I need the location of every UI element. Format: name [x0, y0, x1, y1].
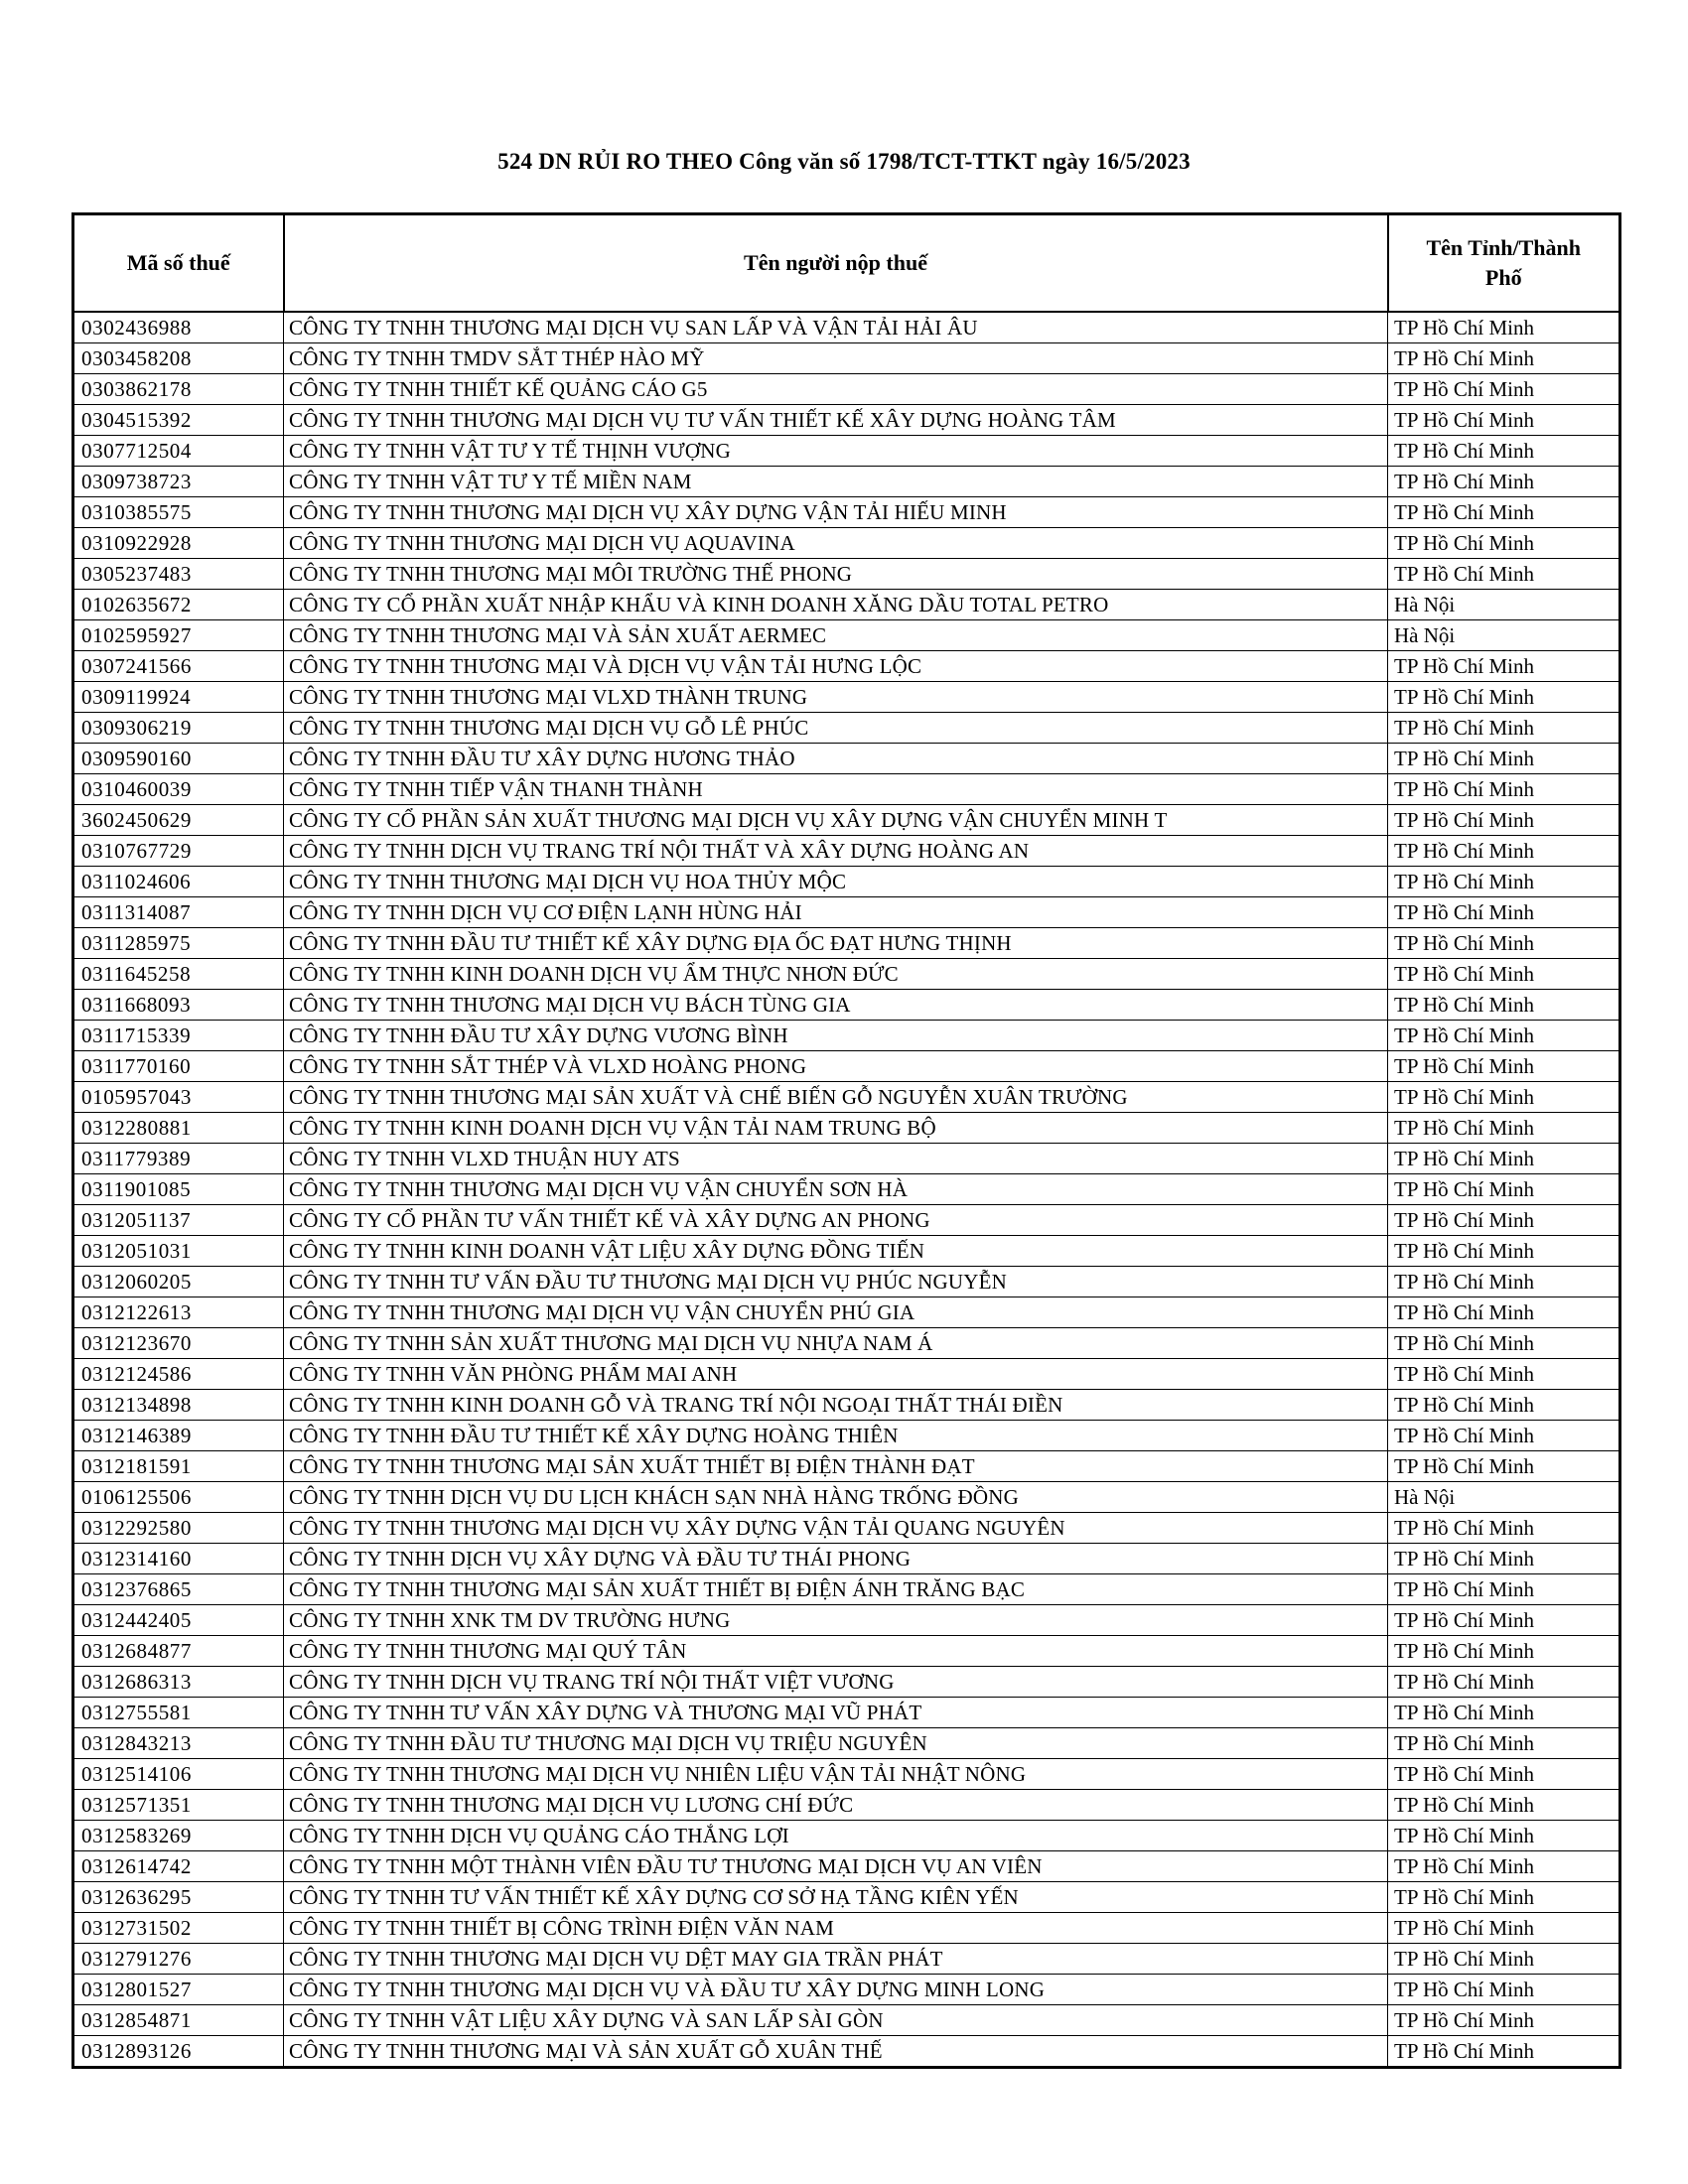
company-name-cell: CÔNG TY TNHH THƯƠNG MẠI VÀ SẢN XUẤT GỖ XUÂN THẾ: [284, 2035, 1388, 2067]
tax-code-cell: 0309590160: [73, 743, 284, 773]
tax-code-cell: 0310385575: [73, 496, 284, 527]
province-cell: TP Hồ Chí Minh: [1388, 989, 1620, 1020]
header-tax-code-label: Mã số thuế: [126, 249, 230, 275]
company-name-cell: CÔNG TY TNHH TMDV SẮT THÉP HÀO MỸ: [284, 342, 1388, 373]
tax-code-cell: 0310922928: [73, 527, 284, 558]
tax-code-cell: 0312614742: [73, 1850, 284, 1881]
table-row: [73, 1235, 1620, 1266]
province-cell: Hà Nội: [1388, 619, 1620, 650]
table-row: [73, 1820, 1620, 1850]
company-name-cell: CÔNG TY TNHH THƯƠNG MẠI DỊCH VỤ XÂY DỰNG VẬN TẢI QUANG NGUYÊN: [284, 1512, 1388, 1543]
tax-code-cell: 0311285975: [73, 927, 284, 958]
company-name-cell: CÔNG TY TNHH TƯ VẤN THIẾT KẾ XÂY DỰNG CƠ SỞ HẠ TẦNG KIÊN YẾN: [284, 1881, 1388, 1912]
province-cell: TP Hồ Chí Minh: [1388, 1327, 1620, 1358]
tax-code-cell: 0312124586: [73, 1358, 284, 1389]
table-row: [73, 835, 1620, 866]
province-cell: TP Hồ Chí Minh: [1388, 743, 1620, 773]
province-cell: TP Hồ Chí Minh: [1388, 773, 1620, 804]
table-row: [73, 1450, 1620, 1481]
company-name-cell: CÔNG TY TNHH THƯƠNG MẠI DỊCH VỤ BÁCH TÙNG GIA: [284, 989, 1388, 1020]
table-row: [73, 1573, 1620, 1604]
province-cell: TP Hồ Chí Minh: [1388, 1297, 1620, 1327]
company-name-cell: CÔNG TY TNHH THƯƠNG MẠI DỊCH VỤ VÀ ĐẦU TƯ XÂY DỰNG MINH LONG: [284, 1974, 1388, 2004]
province-cell: TP Hồ Chí Minh: [1388, 1666, 1620, 1697]
tax-code-cell: 0312122613: [73, 1297, 284, 1327]
tax-code-cell: 0312571351: [73, 1789, 284, 1820]
tax-code-cell: 0312051031: [73, 1235, 284, 1266]
table-row: [73, 866, 1620, 896]
company-name-cell: CÔNG TY TNHH THƯƠNG MẠI DỊCH VỤ XÂY DỰNG VẬN TẢI HIẾU MINH: [284, 496, 1388, 527]
province-cell: TP Hồ Chí Minh: [1388, 1974, 1620, 2004]
table-row: [73, 896, 1620, 927]
company-name-cell: CÔNG TY TNHH TƯ VẤN XÂY DỰNG VÀ THƯƠNG MẠI VŨ PHÁT: [284, 1697, 1388, 1727]
province-cell: TP Hồ Chí Minh: [1388, 1204, 1620, 1235]
province-cell: TP Hồ Chí Minh: [1388, 435, 1620, 466]
province-cell: TP Hồ Chí Minh: [1388, 1789, 1620, 1820]
table-row: [73, 1727, 1620, 1758]
company-name-cell: CÔNG TY TNHH THƯƠNG MẠI SẢN XUẤT THIẾT BỊ ĐIỆN THÀNH ĐẠT: [284, 1450, 1388, 1481]
company-name-cell: CÔNG TY TNHH DỊCH VỤ XÂY DỰNG VÀ ĐẦU TƯ THÁI PHONG: [284, 1543, 1388, 1573]
tax-code-cell: 0311645258: [73, 958, 284, 989]
company-name-cell: CÔNG TY TNHH THƯƠNG MẠI DỊCH VỤ DỆT MAY GIA TRẦN PHÁT: [284, 1943, 1388, 1974]
province-cell: TP Hồ Chí Minh: [1388, 1112, 1620, 1143]
table-row: [73, 1666, 1620, 1697]
tax-code-cell: 3602450629: [73, 804, 284, 835]
table-row: [73, 558, 1620, 589]
tax-code-cell: 0105957043: [73, 1081, 284, 1112]
province-cell: TP Hồ Chí Minh: [1388, 404, 1620, 435]
tax-code-cell: 0309306219: [73, 712, 284, 743]
table-row: [73, 1543, 1620, 1573]
company-risk-table: [71, 212, 1621, 2069]
header-taxpayer-name-label: Tên người nộp thuế: [744, 249, 927, 275]
table-row: [73, 958, 1620, 989]
table-row: [73, 1943, 1620, 1974]
tax-code-cell: 0303862178: [73, 373, 284, 404]
tax-code-cell: 0312123670: [73, 1327, 284, 1358]
document-page: [0, 149, 1688, 2184]
table-row: [73, 435, 1620, 466]
company-name-cell: CÔNG TY TNHH THƯƠNG MẠI DỊCH VỤ NHIÊN LIỆU VẬN TẢI NHẬT NÔNG: [284, 1758, 1388, 1789]
table-row: [73, 2035, 1620, 2067]
header-taxpayer-name: [284, 214, 1388, 312]
province-cell: TP Hồ Chí Minh: [1388, 804, 1620, 835]
table-row: [73, 496, 1620, 527]
company-name-cell: CÔNG TY TNHH THƯƠNG MẠI DỊCH VỤ SAN LẤP VÀ VẬN TẢI HẢI ÂU: [284, 312, 1388, 343]
province-cell: TP Hồ Chí Minh: [1388, 681, 1620, 712]
province-cell: TP Hồ Chí Minh: [1388, 1143, 1620, 1173]
company-name-cell: CÔNG TY TNHH SẮT THÉP VÀ VLXD HOÀNG PHONG: [284, 1050, 1388, 1081]
company-name-cell: CÔNG TY TNHH VẬT LIỆU XÂY DỰNG VÀ SAN LẤP SÀI GÒN: [284, 2004, 1388, 2035]
province-cell: TP Hồ Chí Minh: [1388, 1604, 1620, 1635]
province-cell: TP Hồ Chí Minh: [1388, 1389, 1620, 1420]
province-cell: TP Hồ Chí Minh: [1388, 1358, 1620, 1389]
table-row: [73, 373, 1620, 404]
province-cell: TP Hồ Chí Minh: [1388, 896, 1620, 927]
tax-code-cell: 0312854871: [73, 2004, 284, 2035]
tax-code-cell: 0312636295: [73, 1881, 284, 1912]
province-cell: TP Hồ Chí Minh: [1388, 1543, 1620, 1573]
tax-code-cell: 0307712504: [73, 435, 284, 466]
province-cell: TP Hồ Chí Minh: [1388, 1512, 1620, 1543]
document-title: 524 DN RỦI RO THEO Công văn số 1798/TCT-TTKT ngày 16/5/2023: [497, 149, 1191, 174]
table-row: [73, 1050, 1620, 1081]
tax-code-cell: 0311779389: [73, 1143, 284, 1173]
province-cell: TP Hồ Chí Minh: [1388, 496, 1620, 527]
province-cell: TP Hồ Chí Minh: [1388, 650, 1620, 681]
table-row: [73, 1143, 1620, 1173]
company-name-cell: CÔNG TY TNHH THƯƠNG MẠI SẢN XUẤT THIẾT BỊ ĐIỆN ÁNH TRĂNG BẠC: [284, 1573, 1388, 1604]
table-row: [73, 1420, 1620, 1450]
table-row: [73, 1604, 1620, 1635]
province-cell: TP Hồ Chí Minh: [1388, 1697, 1620, 1727]
tax-code-cell: 0312801527: [73, 1974, 284, 2004]
table-row: [73, 712, 1620, 743]
company-name-cell: CÔNG TY TNHH THIẾT KẾ QUẢNG CÁO G5: [284, 373, 1388, 404]
tax-code-cell: 0312280881: [73, 1112, 284, 1143]
table-row: [73, 342, 1620, 373]
company-name-cell: CÔNG TY TNHH VẬT TƯ Y TẾ MIỀN NAM: [284, 466, 1388, 496]
province-cell: TP Hồ Chí Minh: [1388, 712, 1620, 743]
tax-code-cell: 0302436988: [73, 312, 284, 343]
company-name-cell: CÔNG TY TNHH KINH DOANH DỊCH VỤ VẬN TẢI NAM TRUNG BỘ: [284, 1112, 1388, 1143]
tax-code-cell: 0312181591: [73, 1450, 284, 1481]
table-row: [73, 1974, 1620, 2004]
header-province-label: Tên Tỉnh/Thành Phố: [1426, 235, 1582, 290]
table-row: [73, 1020, 1620, 1050]
table-row: [73, 466, 1620, 496]
table-row: [73, 1327, 1620, 1358]
province-cell: TP Hồ Chí Minh: [1388, 958, 1620, 989]
tax-code-cell: 0311668093: [73, 989, 284, 1020]
table-row: [73, 619, 1620, 650]
tax-code-cell: 0312514106: [73, 1758, 284, 1789]
province-cell: TP Hồ Chí Minh: [1388, 1727, 1620, 1758]
province-cell: TP Hồ Chí Minh: [1388, 1173, 1620, 1204]
province-cell: TP Hồ Chí Minh: [1388, 1850, 1620, 1881]
tax-code-cell: 0304515392: [73, 404, 284, 435]
table-row: [73, 1389, 1620, 1420]
company-name-cell: CÔNG TY TNHH DỊCH VỤ CƠ ĐIỆN LẠNH HÙNG HẢI: [284, 896, 1388, 927]
company-name-cell: CÔNG TY TNHH KINH DOANH VẬT LIỆU XÂY DỰNG ĐỒNG TIẾN: [284, 1235, 1388, 1266]
province-cell: TP Hồ Chí Minh: [1388, 1081, 1620, 1112]
company-name-cell: CÔNG TY TNHH THƯƠNG MẠI DỊCH VỤ GỖ LÊ PHÚC: [284, 712, 1388, 743]
company-name-cell: CÔNG TY TNHH VĂN PHÒNG PHẨM MAI ANH: [284, 1358, 1388, 1389]
tax-code-cell: 0303458208: [73, 342, 284, 373]
province-cell: TP Hồ Chí Minh: [1388, 558, 1620, 589]
tax-code-cell: 0312843213: [73, 1727, 284, 1758]
province-cell: TP Hồ Chí Minh: [1388, 927, 1620, 958]
company-name-cell: CÔNG TY TNHH DỊCH VỤ DU LỊCH KHÁCH SẠN NHÀ HÀNG TRỐNG ĐỒNG: [284, 1481, 1388, 1512]
province-cell: TP Hồ Chí Minh: [1388, 312, 1620, 343]
table-row: [73, 927, 1620, 958]
province-cell: TP Hồ Chí Minh: [1388, 527, 1620, 558]
table-row: [73, 773, 1620, 804]
table-row: [73, 1297, 1620, 1327]
table-row: [73, 1697, 1620, 1727]
table-row: [73, 312, 1620, 343]
tax-code-cell: 0311715339: [73, 1020, 284, 1050]
province-cell: TP Hồ Chí Minh: [1388, 835, 1620, 866]
province-cell: TP Hồ Chí Minh: [1388, 1050, 1620, 1081]
company-name-cell: CÔNG TY TNHH THIẾT BỊ CÔNG TRÌNH ĐIỆN VĂN NAM: [284, 1912, 1388, 1943]
table-row: [73, 1266, 1620, 1297]
tax-code-cell: 0309119924: [73, 681, 284, 712]
table-body: [73, 312, 1620, 2068]
tax-code-cell: 0311314087: [73, 896, 284, 927]
tax-code-cell: 0312893126: [73, 2035, 284, 2067]
province-cell: TP Hồ Chí Minh: [1388, 2035, 1620, 2067]
tax-code-cell: 0310767729: [73, 835, 284, 866]
tax-code-cell: 0312292580: [73, 1512, 284, 1543]
table-row: [73, 1481, 1620, 1512]
table-row: [73, 404, 1620, 435]
company-name-cell: CÔNG TY TNHH TIẾP VẬN THANH THÀNH: [284, 773, 1388, 804]
company-name-cell: CÔNG TY TNHH SẢN XUẤT THƯƠNG MẠI DỊCH VỤ NHỰA NAM Á: [284, 1327, 1388, 1358]
company-name-cell: CÔNG TY TNHH VẬT TƯ Y TẾ THỊNH VƯỢNG: [284, 435, 1388, 466]
table-row: [73, 1881, 1620, 1912]
table-row: [73, 1512, 1620, 1543]
table-row: [73, 1173, 1620, 1204]
tax-code-cell: 0309738723: [73, 466, 284, 496]
province-cell: Hà Nội: [1388, 1481, 1620, 1512]
company-name-cell: CÔNG TY TNHH ĐẦU TƯ THIẾT KẾ XÂY DỰNG ĐỊA ỐC ĐẠT HƯNG THỊNH: [284, 927, 1388, 958]
table-row: [73, 1635, 1620, 1666]
table-row: [73, 2004, 1620, 2035]
tax-code-cell: 0310460039: [73, 773, 284, 804]
table-row: [73, 1912, 1620, 1943]
province-cell: TP Hồ Chí Minh: [1388, 1420, 1620, 1450]
table-row: [73, 681, 1620, 712]
company-name-cell: CÔNG TY TNHH THƯƠNG MẠI DỊCH VỤ AQUAVINA: [284, 527, 1388, 558]
company-name-cell: CÔNG TY TNHH TƯ VẤN ĐẦU TƯ THƯƠNG MẠI DỊCH VỤ PHÚC NGUYỄN: [284, 1266, 1388, 1297]
province-cell: TP Hồ Chí Minh: [1388, 1820, 1620, 1850]
tax-code-cell: 0312314160: [73, 1543, 284, 1573]
province-cell: TP Hồ Chí Minh: [1388, 466, 1620, 496]
table-row: [73, 650, 1620, 681]
company-name-cell: CÔNG TY TNHH THƯƠNG MẠI VLXD THÀNH TRUNG: [284, 681, 1388, 712]
province-cell: TP Hồ Chí Minh: [1388, 866, 1620, 896]
province-cell: TP Hồ Chí Minh: [1388, 1635, 1620, 1666]
table-row: [73, 743, 1620, 773]
province-cell: TP Hồ Chí Minh: [1388, 1573, 1620, 1604]
province-cell: TP Hồ Chí Minh: [1388, 1450, 1620, 1481]
table-row: [73, 1789, 1620, 1820]
header-tax-code: [73, 214, 284, 312]
company-name-cell: CÔNG TY TNHH THƯƠNG MẠI VÀ DỊCH VỤ VẬN TẢI HƯNG LỘC: [284, 650, 1388, 681]
table-row: [73, 989, 1620, 1020]
company-name-cell: CÔNG TY TNHH DỊCH VỤ TRANG TRÍ NỘI THẤT VÀ XÂY DỰNG HOÀNG AN: [284, 835, 1388, 866]
tax-code-cell: 0312146389: [73, 1420, 284, 1450]
tax-code-cell: 0311770160: [73, 1050, 284, 1081]
table-row: [73, 1358, 1620, 1389]
company-name-cell: CÔNG TY TNHH DỊCH VỤ TRANG TRÍ NỘI THẤT VIỆT VƯƠNG: [284, 1666, 1388, 1697]
province-cell: TP Hồ Chí Minh: [1388, 373, 1620, 404]
company-name-cell: CÔNG TY TNHH THƯƠNG MẠI DỊCH VỤ VẬN CHUYỂN PHÚ GIA: [284, 1297, 1388, 1327]
company-name-cell: CÔNG TY TNHH KINH DOANH DỊCH VỤ ẨM THỰC NHƠN ĐỨC: [284, 958, 1388, 989]
company-name-cell: CÔNG TY TNHH THƯƠNG MẠI DỊCH VỤ TƯ VẤN THIẾT KẾ XÂY DỰNG HOÀNG TÂM: [284, 404, 1388, 435]
tax-code-cell: 0312684877: [73, 1635, 284, 1666]
province-cell: TP Hồ Chí Minh: [1388, 1881, 1620, 1912]
tax-code-cell: 0102595927: [73, 619, 284, 650]
province-cell: Hà Nội: [1388, 589, 1620, 619]
tax-code-cell: 0312442405: [73, 1604, 284, 1635]
tax-code-cell: 0311024606: [73, 866, 284, 896]
province-cell: TP Hồ Chí Minh: [1388, 1266, 1620, 1297]
company-name-cell: CÔNG TY TNHH THƯƠNG MẠI QUÝ TÂN: [284, 1635, 1388, 1666]
company-name-cell: CÔNG TY TNHH THƯƠNG MẠI DỊCH VỤ HOA THỦY MỘC: [284, 866, 1388, 896]
company-name-cell: CÔNG TY TNHH THƯƠNG MẠI MÔI TRƯỜNG THẾ PHONG: [284, 558, 1388, 589]
tax-code-cell: 0312583269: [73, 1820, 284, 1850]
company-name-cell: CÔNG TY TNHH MỘT THÀNH VIÊN ĐẦU TƯ THƯƠNG MẠI DỊCH VỤ AN VIÊN: [284, 1850, 1388, 1881]
company-name-cell: CÔNG TY TNHH DỊCH VỤ QUẢNG CÁO THẮNG LỢI: [284, 1820, 1388, 1850]
tax-code-cell: 0312731502: [73, 1912, 284, 1943]
header-row: [73, 214, 1620, 312]
tax-code-cell: 0305237483: [73, 558, 284, 589]
company-name-cell: CÔNG TY TNHH ĐẦU TƯ XÂY DỰNG HƯƠNG THẢO: [284, 743, 1388, 773]
company-name-cell: CÔNG TY TNHH XNK TM DV TRƯỜNG HƯNG: [284, 1604, 1388, 1635]
tax-code-cell: 0312376865: [73, 1573, 284, 1604]
company-name-cell: CÔNG TY CỔ PHẦN XUẤT NHẬP KHẨU VÀ KINH DOANH XĂNG DẦU TOTAL PETRO: [284, 589, 1388, 619]
province-cell: TP Hồ Chí Minh: [1388, 1758, 1620, 1789]
company-name-cell: CÔNG TY TNHH KINH DOANH GỖ VÀ TRANG TRÍ NỘI NGOẠI THẤT THÁI ĐIỀN: [284, 1389, 1388, 1420]
tax-code-cell: 0307241566: [73, 650, 284, 681]
province-cell: TP Hồ Chí Minh: [1388, 1235, 1620, 1266]
province-cell: TP Hồ Chí Minh: [1388, 2004, 1620, 2035]
company-name-cell: CÔNG TY TNHH THƯƠNG MẠI SẢN XUẤT VÀ CHẾ BIẾN GỖ NGUYỄN XUÂN TRƯỜNG: [284, 1081, 1388, 1112]
company-name-cell: CÔNG TY TNHH THƯƠNG MẠI DỊCH VỤ LƯƠNG CHÍ ĐỨC: [284, 1789, 1388, 1820]
tax-code-cell: 0312791276: [73, 1943, 284, 1974]
table-row: [73, 1204, 1620, 1235]
table-row: [73, 1758, 1620, 1789]
tax-code-cell: 0312051137: [73, 1204, 284, 1235]
tax-code-cell: 0312686313: [73, 1666, 284, 1697]
company-name-cell: CÔNG TY CỔ PHẦN SẢN XUẤT THƯƠNG MẠI DỊCH VỤ XÂY DỰNG VẬN CHUYỂN MINH T: [284, 804, 1388, 835]
company-name-cell: CÔNG TY TNHH VLXD THUẬN HUY ATS: [284, 1143, 1388, 1173]
tax-code-cell: 0312060205: [73, 1266, 284, 1297]
table-row: [73, 1850, 1620, 1881]
company-name-cell: CÔNG TY TNHH ĐẦU TƯ THIẾT KẾ XÂY DỰNG HOÀNG THIÊN: [284, 1420, 1388, 1450]
table-row: [73, 1112, 1620, 1143]
table-row: [73, 804, 1620, 835]
province-cell: TP Hồ Chí Minh: [1388, 1943, 1620, 1974]
company-name-cell: CÔNG TY TNHH ĐẦU TƯ XÂY DỰNG VƯƠNG BÌNH: [284, 1020, 1388, 1050]
tax-code-cell: 0312755581: [73, 1697, 284, 1727]
table-header: [73, 214, 1620, 312]
header-province: [1388, 214, 1620, 312]
tax-code-cell: 0312134898: [73, 1389, 284, 1420]
province-cell: TP Hồ Chí Minh: [1388, 1912, 1620, 1943]
company-name-cell: CÔNG TY CỔ PHẦN TƯ VẤN THIẾT KẾ VÀ XÂY DỰNG AN PHONG: [284, 1204, 1388, 1235]
company-name-cell: CÔNG TY TNHH THƯƠNG MẠI DỊCH VỤ VẬN CHUYỂN SƠN HÀ: [284, 1173, 1388, 1204]
company-name-cell: CÔNG TY TNHH THƯƠNG MẠI VÀ SẢN XUẤT AERMEC: [284, 619, 1388, 650]
province-cell: TP Hồ Chí Minh: [1388, 342, 1620, 373]
table-row: [73, 589, 1620, 619]
province-cell: TP Hồ Chí Minh: [1388, 1020, 1620, 1050]
tax-code-cell: 0102635672: [73, 589, 284, 619]
company-name-cell: CÔNG TY TNHH ĐẦU TƯ THƯƠNG MẠI DỊCH VỤ TRIỆU NGUYÊN: [284, 1727, 1388, 1758]
tax-code-cell: 0106125506: [73, 1481, 284, 1512]
tax-code-cell: 0311901085: [73, 1173, 284, 1204]
table-row: [73, 1081, 1620, 1112]
table-row: [73, 527, 1620, 558]
